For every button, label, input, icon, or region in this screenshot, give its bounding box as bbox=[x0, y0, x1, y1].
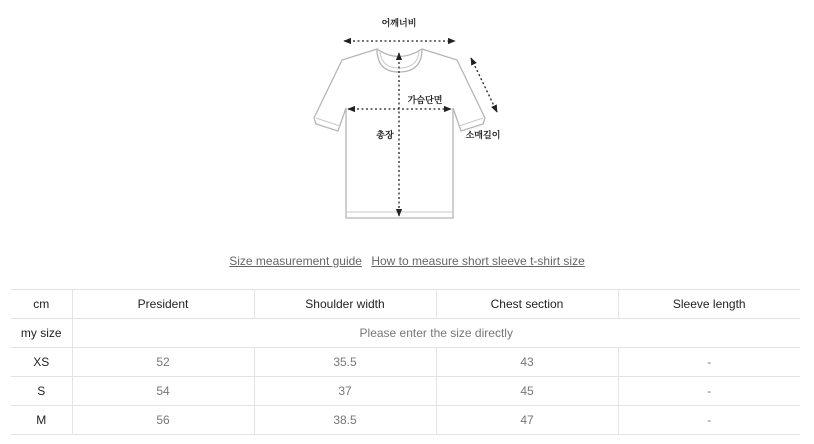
header-president: President bbox=[72, 290, 254, 319]
size-label: XS bbox=[11, 348, 72, 377]
value-shoulder-width: 37 bbox=[254, 377, 436, 406]
header-cm: cm bbox=[11, 290, 72, 319]
table-row bbox=[11, 406, 800, 435]
chest-section-label: 가슴단면 bbox=[407, 96, 443, 106]
total-length-label: 총장 bbox=[376, 131, 394, 141]
my-size-row bbox=[11, 319, 800, 348]
sleeve-length-arrow bbox=[471, 58, 497, 112]
size-label: M bbox=[11, 406, 72, 435]
header-sleeve-length: Sleeve length bbox=[618, 290, 800, 319]
value-sleeve-length: - bbox=[618, 377, 800, 406]
value-president: 54 bbox=[72, 377, 254, 406]
my-size-label: my size bbox=[11, 319, 72, 348]
how-to-measure-link[interactable]: How to measure short sleeve t-shirt size bbox=[371, 254, 585, 268]
size-table bbox=[11, 289, 800, 435]
shoulder-width-label: 어깨너비 bbox=[381, 19, 417, 29]
size-label: S bbox=[11, 377, 72, 406]
value-shoulder-width: 38.5 bbox=[254, 406, 436, 435]
table-row bbox=[11, 348, 800, 377]
value-president: 56 bbox=[72, 406, 254, 435]
table-header-row bbox=[11, 290, 800, 319]
header-chest-section: Chest section bbox=[436, 290, 618, 319]
my-size-entry-prompt[interactable]: Please enter the size directly bbox=[72, 319, 800, 348]
value-chest-section: 47 bbox=[436, 406, 618, 435]
table-row bbox=[11, 377, 800, 406]
value-chest-section: 43 bbox=[436, 348, 618, 377]
size-guide-links bbox=[0, 254, 814, 268]
sleeve-length-label: 소매길이 bbox=[465, 131, 501, 141]
value-sleeve-length: - bbox=[618, 406, 800, 435]
value-president: 52 bbox=[72, 348, 254, 377]
value-chest-section: 45 bbox=[436, 377, 618, 406]
header-shoulder-width: Shoulder width bbox=[254, 290, 436, 319]
value-sleeve-length: - bbox=[618, 348, 800, 377]
size-measurement-guide-link[interactable]: Size measurement guide bbox=[229, 254, 362, 268]
value-shoulder-width: 35.5 bbox=[254, 348, 436, 377]
